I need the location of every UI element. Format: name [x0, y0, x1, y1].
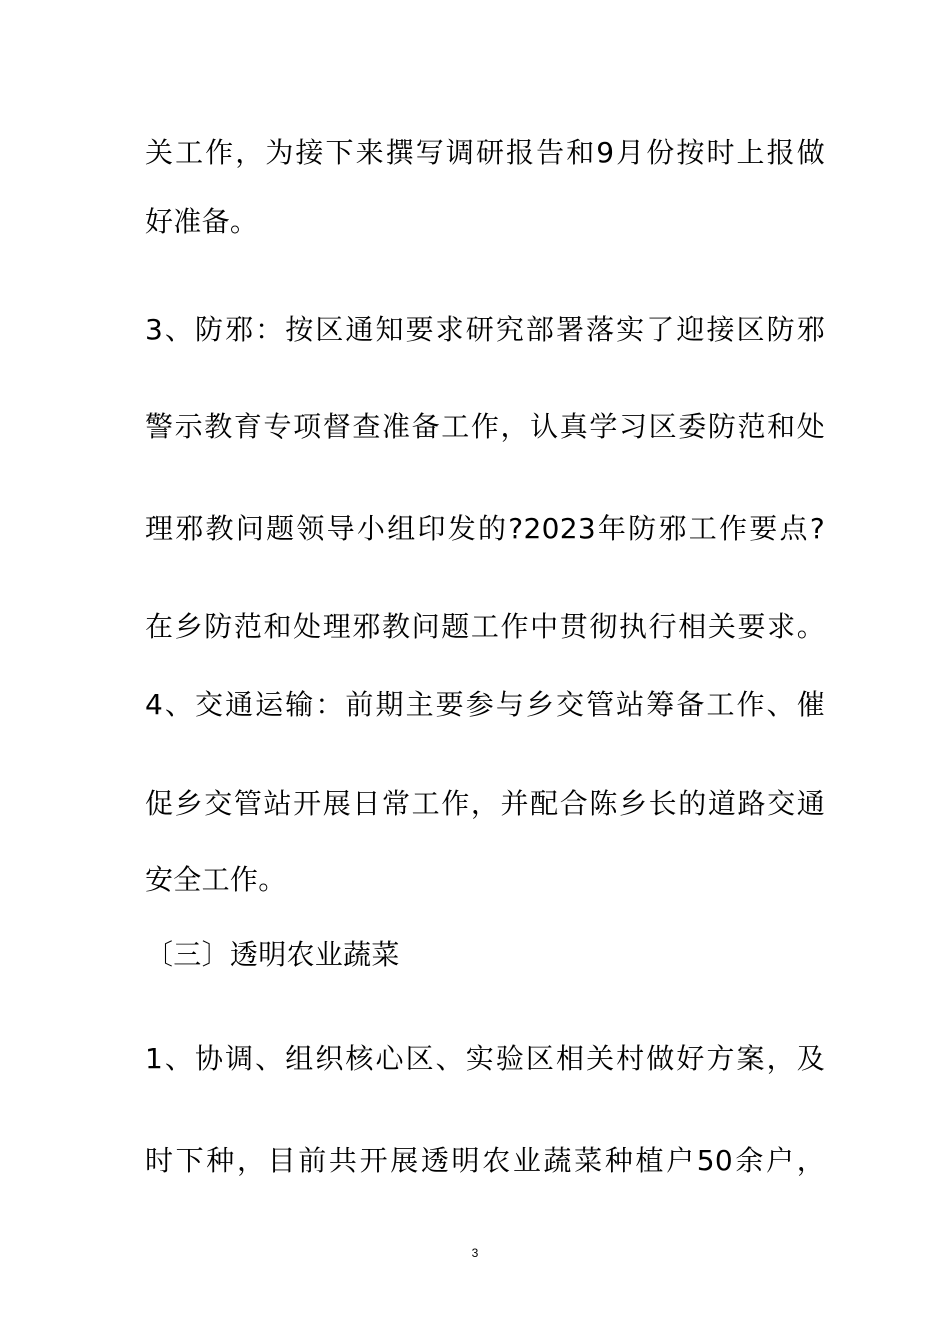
section-heading: 〔三〕透明农业蔬菜 — [145, 938, 400, 971]
text-line-8: 促乡交管站开展日常工作，并配合陈乡长的道路交通 — [145, 787, 825, 820]
text-line-7: 4、交通运输：前期主要参与乡交管站筹备工作、催 — [145, 688, 825, 721]
text-line-6: 在乡防范和处理邪教问题工作中贯彻执行相关要求。 — [145, 610, 825, 643]
text-line-9: 安全工作。 — [145, 863, 287, 896]
text-line-5: 理邪教问题领导小组印发的?2023年防邪工作要点? — [145, 512, 825, 545]
page-number: 3 — [471, 1246, 479, 1260]
text-line-11: 1、协调、组织核心区、实验区相关村做好方案，及 — [145, 1042, 825, 1075]
text-line-4: 警示教育专项督查准备工作，认真学习区委防范和处 — [145, 410, 825, 443]
text-line-2: 好准备。 — [145, 205, 259, 238]
text-line-3: 3、防邪：按区通知要求研究部署落实了迎接区防邪 — [145, 313, 825, 346]
text-line-12: 时下种，目前共开展透明农业蔬菜种植户50余户， — [145, 1144, 825, 1177]
text-line-1: 关工作，为接下来撰写调研报告和9月份按时上报做 — [145, 136, 825, 169]
